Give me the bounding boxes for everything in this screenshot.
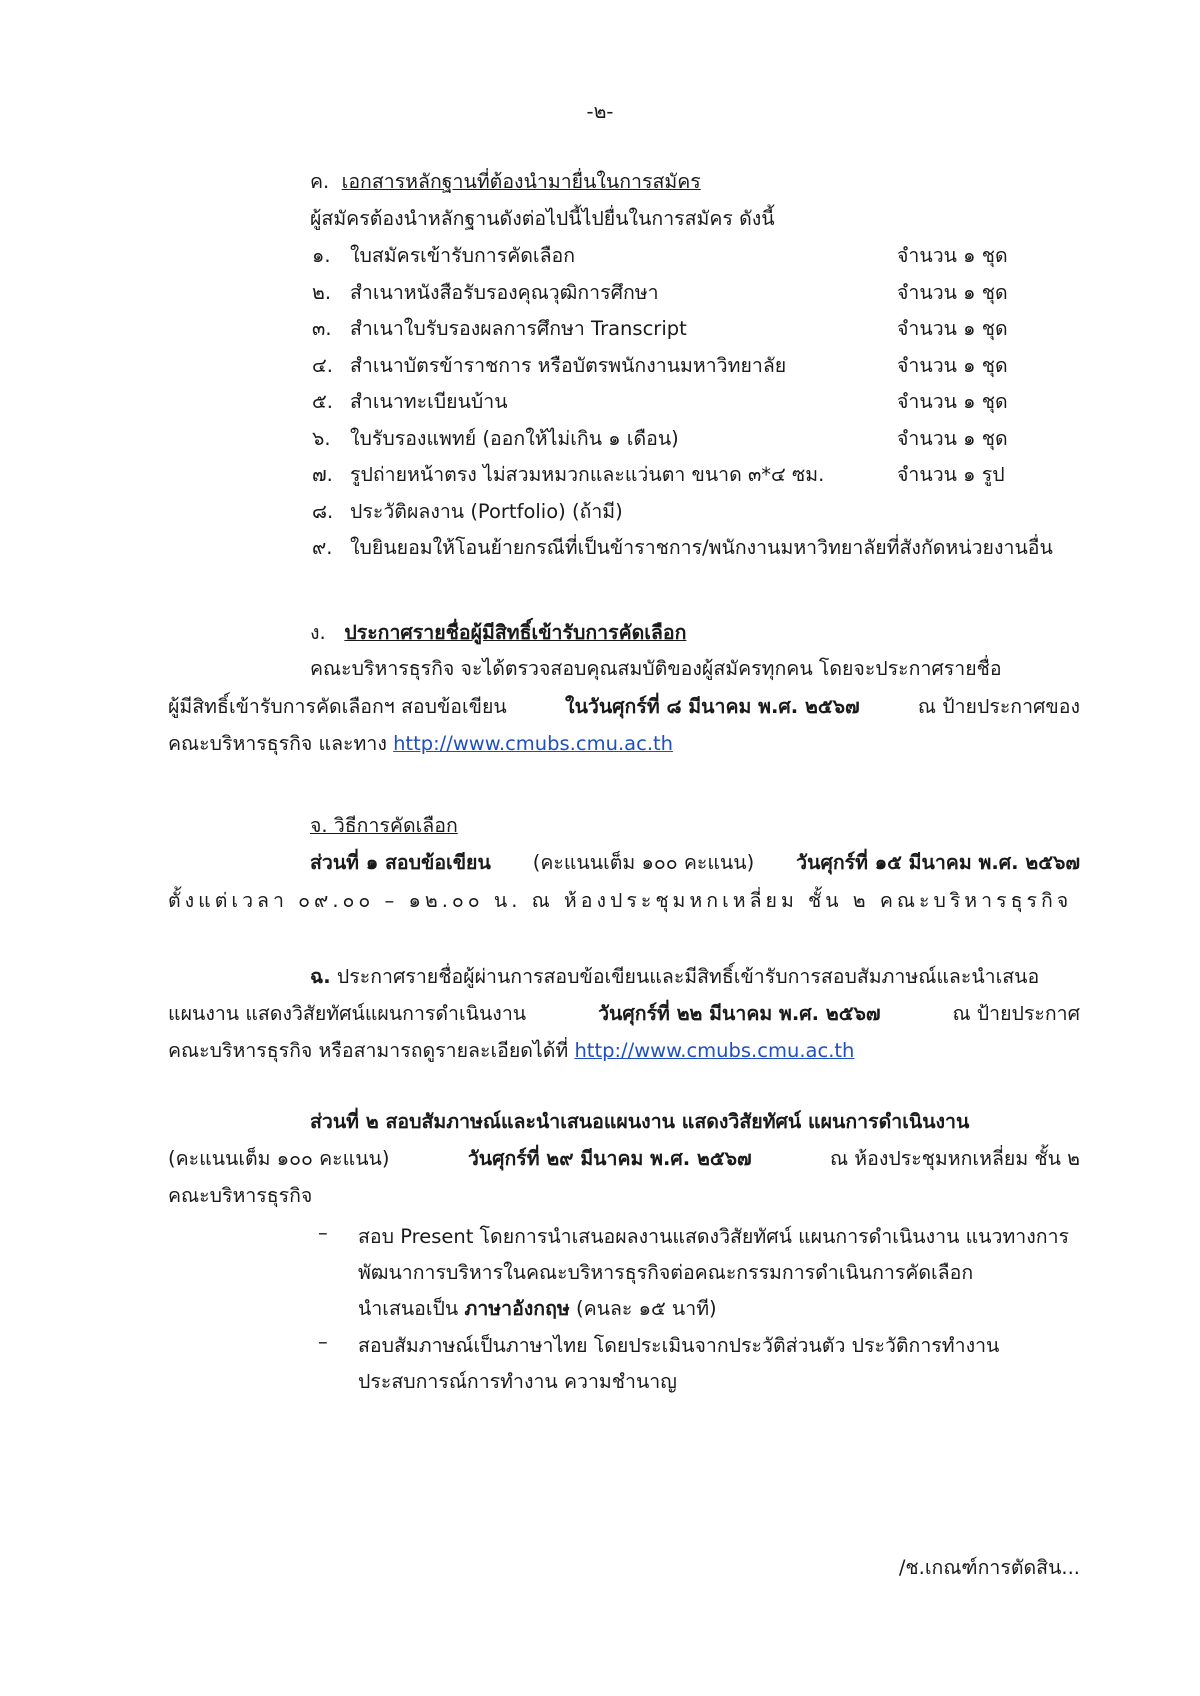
document-item-number: ๘.	[312, 499, 334, 523]
section-e-heading: จ. วิธีการคัดเลือก	[310, 814, 458, 837]
document-item-text: สำเนาใบรับรองผลการศึกษา Transcript	[350, 317, 687, 340]
document-item-number: ๑.	[312, 244, 331, 267]
document-item-quantity: จำนวน ๑ ชุด	[897, 353, 1008, 377]
document-item-text: สำเนาทะเบียนบ้าน	[350, 390, 508, 413]
document-item-quantity: จำนวน ๑ ชุด	[897, 390, 1008, 413]
document-item-text: ประวัติผลงาน (Portfolio) (ถ้ามี)	[350, 499, 623, 523]
section-e-part1	[310, 847, 1080, 878]
bullet1-language: ภาษาอังกฤษ	[464, 1297, 570, 1320]
section-d-line2	[168, 691, 1080, 722]
section-f-line1	[310, 961, 1039, 992]
document-item-number: ๖.	[312, 426, 331, 450]
bullet2-line2: ประสบการณ์การทำงาน ความชำนาญ	[358, 1370, 677, 1393]
section-c-heading	[310, 166, 701, 197]
document-item-quantity: จำนวน ๑ ชุด	[897, 426, 1008, 450]
document-item-number: ๙.	[312, 536, 333, 559]
bullet-dash-2: –	[318, 1330, 328, 1353]
part2-venue: ณ ห้องประชุมหกเหลี่ยม ชั้น ๒	[829, 1147, 1080, 1170]
bullet-dash-1: –	[318, 1221, 328, 1244]
document-item-text: ใบยินยอมให้โอนย้ายกรณีที่เป็นข้าราชการ/พนักงานมหาวิทยาลัยที่สังกัดหน่วยงานอื่น	[350, 536, 1053, 559]
page-number: -๒-	[586, 100, 614, 123]
section-d-line2-end: ณ ป้ายประกาศของ	[917, 695, 1080, 718]
document-item-text: ใบสมัครเข้ารับการคัดเลือก	[350, 244, 576, 267]
part2-score: (คะแนนเต็ม ๑๐๐ คะแนน)	[168, 1147, 390, 1170]
section-f-link[interactable]: http://www.cmubs.cmu.ac.th	[574, 1039, 855, 1062]
document-item-text: สำเนาหนังสือรับรองคุณวุฒิการศึกษา	[350, 280, 659, 304]
section-f-date: วันศุกร์ที่ ๒๒ มีนาคม พ.ศ. ๒๕๖๗	[598, 1002, 881, 1025]
section-f-line2	[168, 998, 1080, 1029]
document-item-quantity: จำนวน ๑ รูป	[897, 463, 1005, 486]
document-item-number: ๓.	[312, 317, 332, 340]
section-d-heading	[310, 617, 686, 648]
section-f-line1-text: ประกาศรายชื่อผู้ผ่านการสอบข้อเขียนและมีสิทธิ์เข้ารับการสอบสัมภาษณ์และนำเสนอ	[336, 965, 1040, 988]
part1-date: วันศุกร์ที่ ๑๕ มีนาคม พ.ศ. ๒๕๖๗	[796, 851, 1080, 874]
part2-date: วันศุกร์ที่ ๒๙ มีนาคม พ.ศ. ๒๕๖๗	[467, 1147, 752, 1170]
section-f-line2-text: แผนงาน แสดงวิสัยทัศน์แผนการดำเนินงาน	[168, 1002, 527, 1025]
document-item-number: ๔.	[312, 353, 333, 377]
section-f-line3-text: คณะบริหารธุรกิจ หรือสามารถดูรายละเอียดได้ที่	[168, 1039, 569, 1062]
document-item-quantity: จำนวน ๑ ชุด	[897, 317, 1008, 340]
document-item-text: สำเนาบัตรข้าราชการ หรือบัตรพนักงานมหาวิทยาลัย	[350, 353, 787, 377]
next-page-continuation: /ช.เกณฑ์การตัดสิน...	[898, 1556, 1080, 1579]
bullet1-line1: สอบ Present โดยการนำเสนอผลงานแสดงวิสัยทัศน์ แผนการดำเนินงาน แนวทางการ	[358, 1225, 1069, 1248]
bullet1-duration: (คนละ ๑๕ นาที)	[575, 1297, 717, 1320]
section-f-line3	[168, 1035, 854, 1066]
part1-label: ส่วนที่ ๑ สอบข้อเขียน	[310, 851, 491, 874]
document-item-number: ๒.	[312, 280, 332, 304]
part1-score: (คะแนนเต็ม ๑๐๐ คะแนน)	[532, 851, 755, 874]
document-item-text: ใบรับรองแพทย์ (ออกให้ไม่เกิน ๑ เดือน)	[350, 426, 679, 450]
section-d-link[interactable]: http://www.cmubs.cmu.ac.th	[393, 732, 674, 755]
section-c-marker: ค.	[310, 170, 330, 193]
document-item-quantity: จำนวน ๑ ชุด	[897, 244, 1008, 267]
document-item-number: ๗.	[312, 463, 333, 486]
part2-line3: คณะบริหารธุรกิจ	[168, 1184, 313, 1207]
part2-line2	[168, 1143, 1080, 1174]
bullet1-line2: พัฒนาการบริหารในคณะบริหารธุรกิจต่อคณะกรรมการดำเนินการคัดเลือก	[358, 1261, 974, 1284]
section-d-announce-date: ในวันศุกร์ที่ ๘ มีนาคม พ.ศ. ๒๕๖๗	[565, 695, 860, 718]
section-d-title: ประกาศรายชื่อผู้มีสิทธิ์เข้ารับการคัดเลือก	[344, 621, 687, 644]
section-d-marker: ง.	[310, 621, 326, 644]
bullet2-line1: สอบสัมภาษณ์เป็นภาษาไทย โดยประเมินจากประวัติส่วนตัว ประวัติการทำงาน	[358, 1334, 1000, 1357]
section-d-line2-text: ผู้มีสิทธิ์เข้ารับการคัดเลือกฯ สอบข้อเขียน	[168, 695, 507, 718]
section-d-line1: คณะบริหารธุรกิจ จะได้ตรวจสอบคุณสมบัติของผู้สมัครทุกคน โดยจะประกาศรายชื่อ	[310, 657, 1002, 680]
part2-heading: ส่วนที่ ๒ สอบสัมภาษณ์และนำเสนอแผนงาน แสดงวิสัยทัศน์ แผนการดำเนินงาน	[310, 1110, 970, 1133]
section-d-line3	[168, 728, 673, 759]
document-item-number: ๕.	[312, 390, 333, 413]
bullet1-line3	[358, 1293, 717, 1324]
document-item-quantity: จำนวน ๑ ชุด	[897, 280, 1008, 304]
section-f-line2-end: ณ ป้ายประกาศ	[952, 1002, 1080, 1025]
document-item-text: รูปถ่ายหน้าตรง ไม่สวมหมวกและแว่นตา ขนาด ๓*๔ ซม.	[350, 463, 825, 486]
section-c-title: เอกสารหลักฐานที่ต้องนำมายื่นในการสมัคร	[341, 170, 701, 193]
part1-time-venue: ตั้งแต่เวลา ๐๙.๐๐ – ๑๒.๐๐ น. ณ ห้องประชุมหกเหลี่ยม ชั้น ๒ คณะบริหารธุรกิจ	[168, 889, 1073, 912]
section-d-line3-text: คณะบริหารธุรกิจ และทาง	[168, 732, 387, 755]
section-f-marker: ฉ.	[310, 965, 331, 988]
section-c-intro: ผู้สมัครต้องนำหลักฐานดังต่อไปนี้ไปยื่นในการสมัคร ดังนี้	[310, 207, 775, 230]
bullet1-line3-text: นำเสนอเป็น	[358, 1297, 459, 1320]
